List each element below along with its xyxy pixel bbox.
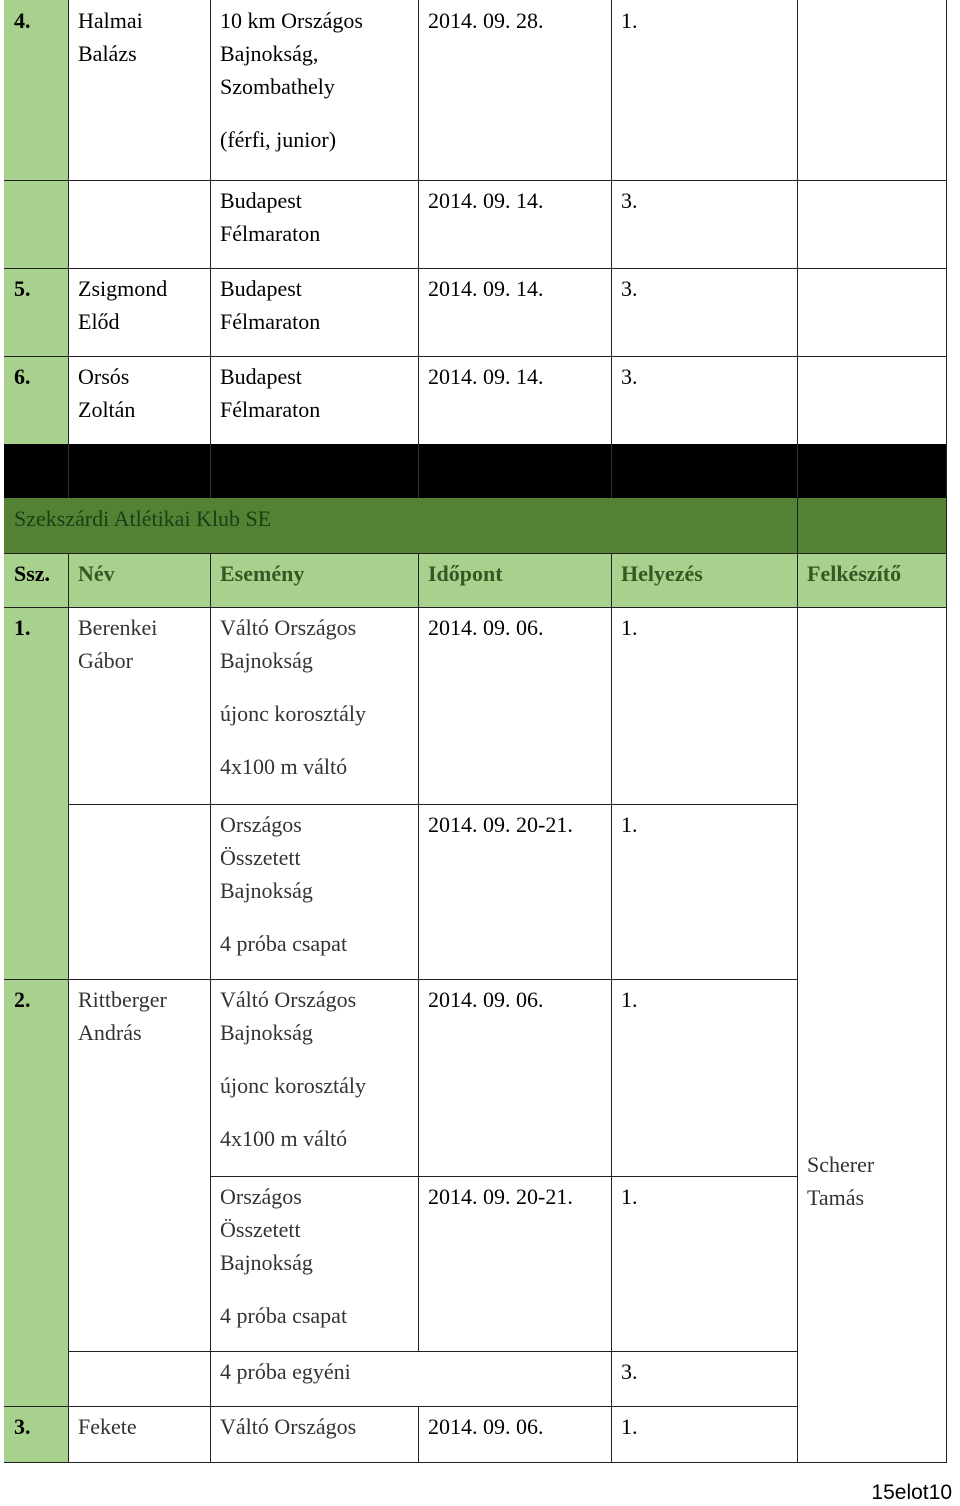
separator-row: [4, 444, 946, 498]
header-place: Helyezés: [611, 553, 797, 607]
athlete-name: Halmai Balázs: [78, 8, 143, 66]
placement: 1.: [621, 8, 638, 33]
row-number: 2.: [4, 979, 68, 1176]
event-name: 4 próba egyéni: [220, 1359, 351, 1384]
athlete-name: [68, 804, 210, 979]
event-name: Váltó Országos: [220, 1414, 357, 1439]
club-name-extra: [797, 498, 946, 553]
athlete-name: [68, 180, 210, 268]
event-name: 10 km Országos Bajnokság, Szombathely (férfi, junior): [220, 8, 363, 152]
athlete-name: Fekete: [78, 1414, 137, 1439]
header-event: Esemény: [210, 553, 418, 607]
event-date: 2014. 09. 20-21.: [428, 1184, 573, 1209]
event-name: Budapest Félmaraton: [220, 276, 321, 334]
row-number: 6.: [4, 356, 68, 444]
club-name: Szekszárdi Atlétikai Klub SE: [4, 498, 797, 553]
coach-cell: [797, 0, 946, 180]
coach-cell: [797, 180, 946, 268]
event-date: 2014. 09. 14.: [428, 276, 544, 301]
placement: 3.: [621, 1359, 638, 1384]
event-date: 2014. 09. 20-21.: [428, 812, 573, 837]
row-number: [4, 180, 68, 268]
event-date: 2014. 09. 28.: [428, 8, 544, 33]
athlete-name: Berenkei Gábor: [78, 615, 158, 673]
event-name: Budapest Félmaraton: [220, 188, 321, 246]
event-date: 2014. 09. 14.: [428, 364, 544, 389]
event-name: Váltó Országos Bajnokság újonc korosztály 4x100 m váltó: [220, 615, 367, 779]
placement: 1.: [621, 812, 638, 837]
event-date: 2014. 09. 06.: [428, 1414, 544, 1439]
event-name: Országos Összetett Bajnokság 4 próba csapat: [220, 812, 348, 956]
row-number: [4, 1176, 68, 1351]
row-number: 4.: [4, 0, 68, 180]
placement: 3.: [621, 188, 638, 213]
placement: 1.: [621, 987, 638, 1012]
event-date: 2014. 09. 06.: [428, 615, 544, 640]
row-number: [4, 1351, 68, 1406]
event-date: 2014. 09. 14.: [428, 188, 544, 213]
placement: 3.: [621, 276, 638, 301]
coach-name: Scherer Tamás: [807, 1152, 875, 1210]
row-number: 3.: [4, 1406, 68, 1462]
row-number: 1.: [4, 607, 68, 804]
header-date: Időpont: [418, 553, 611, 607]
header-name: Név: [68, 553, 210, 607]
event-date: 2014. 09. 06.: [428, 987, 544, 1012]
placement: 1.: [621, 1414, 638, 1439]
page-footer: 15elot10: [871, 1481, 952, 1504]
athlete-name: Rittberger András: [78, 987, 167, 1045]
event-name: Országos Összetett Bajnokság 4 próba csapat: [220, 1184, 348, 1328]
header-num: Ssz.: [4, 553, 68, 607]
placement: 1.: [621, 615, 638, 640]
row-number: [4, 804, 68, 979]
event-name: Váltó Országos Bajnokság újonc korosztály 4x100 m váltó: [220, 987, 367, 1151]
placement: 3.: [621, 364, 638, 389]
header-coach: Felkészítő: [797, 553, 946, 607]
athlete-name: Zsigmond Előd: [78, 276, 168, 334]
event-name: Budapest Félmaraton: [220, 364, 321, 422]
coach-cell: [797, 268, 946, 356]
athlete-name: [68, 1176, 210, 1351]
athlete-name: [68, 1351, 210, 1406]
results-table: [4, 0, 946, 1462]
row-number: 5.: [4, 268, 68, 356]
placement: 1.: [621, 1184, 638, 1209]
coach-cell: [797, 356, 946, 444]
athlete-name: Orsós Zoltán: [78, 364, 136, 422]
